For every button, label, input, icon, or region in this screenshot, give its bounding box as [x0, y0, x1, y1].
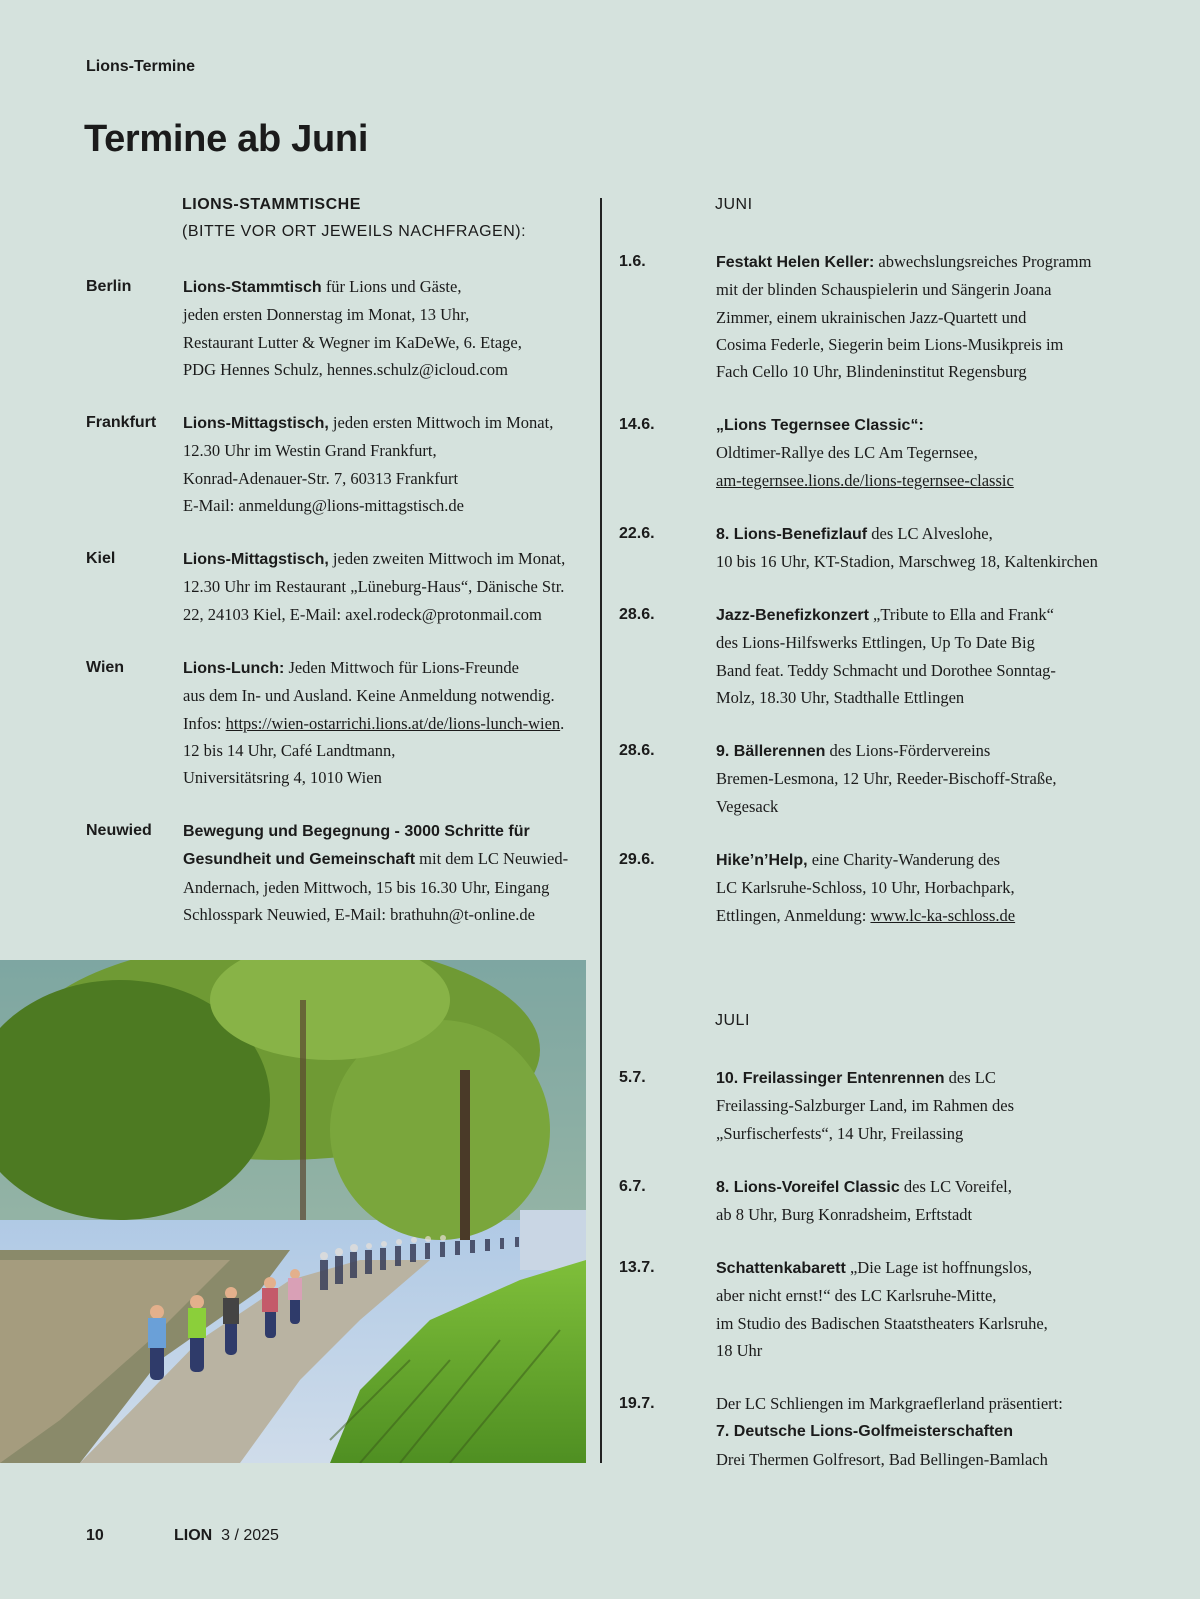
event-text: 8. Lions-Benefizlauf des LC Alveslohe, 10 bis 16 Uhr, KT-Stadion, Marschweg 18, Kaltenkirchen — [716, 524, 1098, 572]
lc-ka-schloss-link[interactable]: www.lc-ka-schloss.de — [870, 905, 1016, 925]
event-date: 29.6. — [619, 851, 655, 868]
event-text: Festakt Helen Keller: abwechslungsreiches Programm mit der blinden Schauspielerin und Sängerin Joana Zimmer, einem ukrainischen Jazz-Quartett und Cosima Federle, Siegerin beim Lions-Musikpreis im Fach Cello 10 Uhr, Blindeninstitut Regensburg — [716, 252, 1092, 382]
column-divider — [600, 198, 602, 1463]
june-heading: JUNI — [715, 196, 753, 213]
magazine-issue — [174, 1527, 279, 1545]
event-date: 14.6. — [619, 416, 655, 433]
event-date: 28.6. — [619, 742, 655, 759]
event-text: 8. Lions-Voreifel Classic des LC Voreifel, ab 8 Uhr, Burg Konradsheim, Erftstadt — [716, 1177, 1012, 1225]
event-text: „Lions Tegernsee Classic“: Oldtimer-Rallye des LC Am Tegernsee, am-tegernsee.lions.de/lions-tegernsee-classic — [716, 417, 1014, 490]
event-text: 10. Freilassinger Entenrennen des LC Freilassing-Salzburger Land, im Rahmen des „Surfischerfests“, 14 Uhr, Freilassing — [716, 1068, 1015, 1143]
city-label: Kiel — [86, 550, 116, 567]
event-text: 9. Bällerennen des Lions-Fördervereins Bremen-Lesmona, 12 Uhr, Reeder-Bischoff-Straße, Vegesack — [716, 741, 1057, 816]
section-label: Lions-Termine — [86, 58, 196, 75]
issue-number: 3 / 2025 — [221, 1527, 279, 1544]
entry-text: Lions-Mittagstisch, jeden zweiten Mittwoch im Monat, 12.30 Uhr im Restaurant „Lüneburg-Haus“, Dänische Str. 22, 24103 Kiel, E-Mail: axel.rodeck@protonmail.com — [183, 549, 566, 624]
hiking-group-photo — [0, 960, 586, 1463]
event-text: Hike’n’Help, eine Charity-Wanderung des LC Karlsruhe-Schloss, 10 Uhr, Horbachpark, Ettlingen, Anmeldung: www.lc-ka-schloss.de — [716, 850, 1016, 925]
event-text: Der LC Schliengen im Markgraeflerland präsentiert: 7. Deutsche Lions-Golfmeisterschaften Drei Thermen Golfresort, Bad Bellingen-Bamlach — [716, 1394, 1063, 1469]
entry-text: Bewegung und Begegnung - 3000 Schritte für Gesundheit und Gemeinschaft mit dem LC Neuwied- Andernach, jeden Mittwoch, 15 bis 16.30 Uhr, Eingang Schlosspark Neuwied, E-Mail: brathuhn@t-online.de — [183, 823, 569, 924]
entry-text: Lions-Mittagstisch, jeden ersten Mittwoch im Monat, 12.30 Uhr im Westin Grand Frankfurt, Konrad-Adenauer-Str. 7, 60313 Frankfurt E-Mail: anmeldung@lions-mittagstisch.de — [183, 413, 554, 515]
event-date: 6.7. — [619, 1178, 646, 1195]
event-date: 22.6. — [619, 525, 655, 542]
event-text: Schattenkabarett „Die Lage ist hoffnungslos, aber nicht ernst!“ des LC Karlsruhe-Mitte, im Studio des Badischen Staatstheaters Karlsruhe, 18 Uhr — [716, 1258, 1048, 1360]
page-title: Termine ab Juni — [84, 118, 369, 160]
entry-text: Lions-Stammtisch für Lions und Gäste, jeden ersten Donnerstag im Monat, 13 Uhr, Restaurant Lutter & Wegner im KaDeWe, 6. Etage, PDG Hennes Schulz, hennes.schulz@icloud.com — [183, 277, 522, 379]
city-label: Frankfurt — [86, 414, 157, 431]
event-date: 13.7. — [619, 1259, 655, 1276]
event-date: 19.7. — [619, 1395, 655, 1412]
entry-text: Lions-Lunch: Jeden Mittwoch für Lions-Freunde aus dem In- und Ausland. Keine Anmeldung notwendig. Infos: https://wien-ostarrichi.lions.at/de/lions-lunch-wien. 12 bis 14 Uhr, Café Landtmann, Universitätsring 4, 1010 Wien — [183, 658, 565, 788]
tegernsee-link[interactable]: am-tegernsee.lions.de/lions-tegernsee-classic — [716, 470, 1014, 490]
event-text: Jazz-Benefizkonzert „Tribute to Ella and Frank“ des Lions-Hilfswerks Ettlingen, Up To Date Big Band feat. Teddy Schmacht und Dorothee Sonntag- Molz, 18.30 Uhr, Stadthalle Ettlingen — [716, 605, 1056, 707]
wien-lunch-link[interactable]: https://wien-ostarrichi.lions.at/de/lions-lunch-wien — [225, 713, 561, 733]
event-date: 28.6. — [619, 606, 655, 623]
magazine-name: LION — [174, 1527, 213, 1544]
event-date: 5.7. — [619, 1069, 646, 1086]
event-date: 1.6. — [619, 253, 646, 270]
july-heading: JULI — [715, 1012, 750, 1029]
city-label: Wien — [86, 659, 125, 676]
city-label: Berlin — [86, 278, 132, 295]
stammtische-heading: LIONS-STAMMTISCHE — [182, 196, 361, 213]
city-label: Neuwied — [86, 822, 152, 839]
page-number: 10 — [86, 1527, 104, 1544]
stammtische-subheading: (BITTE VOR ORT JEWEILS NACHFRAGEN): — [182, 223, 527, 240]
